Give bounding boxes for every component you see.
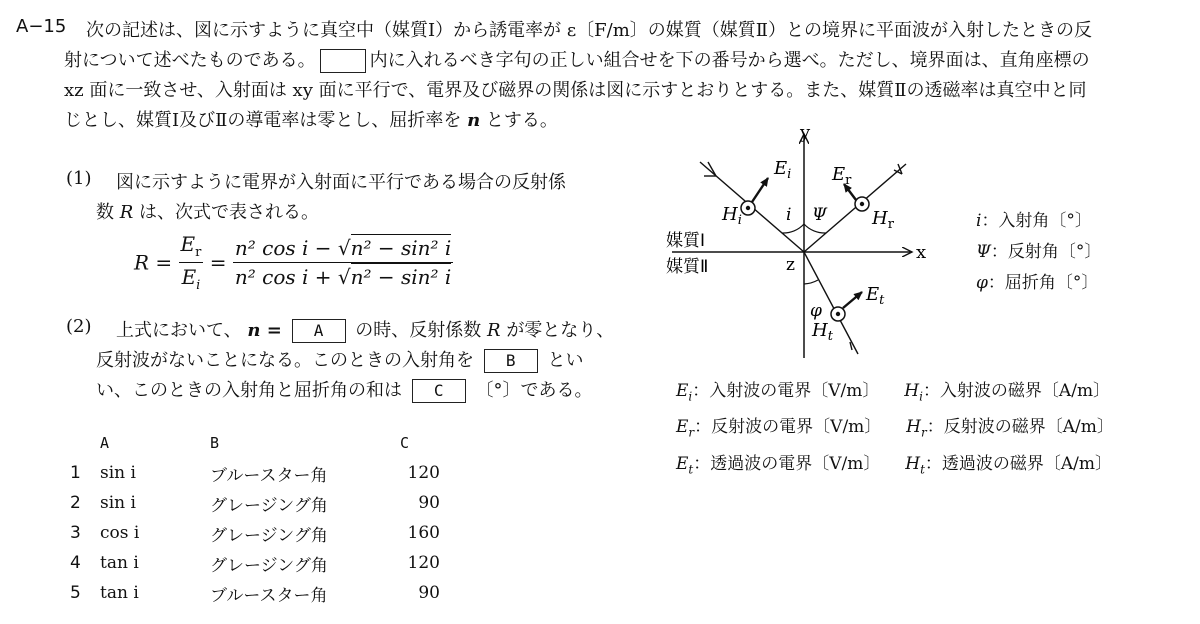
part1-line2b: は、次式で表される。 (139, 202, 320, 223)
part2-line3 (96, 376, 592, 403)
axis-x-label: x (916, 242, 927, 263)
ei-label: $E_i$ (774, 158, 792, 182)
option-number: 2 (70, 493, 81, 513)
option-number: 1 (70, 463, 81, 483)
part2-line2 (96, 346, 583, 373)
hi-label: $H_i$ (722, 204, 742, 228)
field-h-symbol: H (905, 453, 921, 474)
part1-line1: 図に示すように電界が入射面に平行である場合の反射係 (116, 172, 566, 193)
part2-symbol-R: R (487, 320, 501, 341)
ht-label: $H_t$ (812, 320, 833, 344)
angle-legend-item (976, 237, 1101, 268)
option-row (70, 548, 440, 578)
part2-line1 (116, 316, 614, 343)
option-b-value: グレージング角 (210, 525, 328, 546)
angle-arc-psi (804, 224, 826, 233)
option-number: 5 (70, 583, 81, 603)
ei-arrow-icon (752, 178, 768, 202)
field-e-sub: i (688, 389, 693, 404)
field-h-text: ：透過波の磁界〔A/m〕 (924, 453, 1113, 474)
angle-legend-symbol: φ (976, 273, 988, 293)
angle-arc-i (782, 224, 804, 233)
part2-line1a: 上式において、 (116, 320, 242, 341)
angle-legend-text: ：入射角〔°〕 (981, 211, 1092, 231)
intro-line-2b: 内に入れるべき字句の正しい組合せを下の番号から選べ。ただし、境界面は、直角座標の (369, 50, 1090, 71)
field-e-sub: t (688, 462, 694, 477)
formula-ei: E (181, 265, 197, 289)
field-h-sub: r (921, 425, 927, 440)
intro-line-4 (64, 106, 558, 132)
part1-line2 (96, 198, 319, 224)
formula-er-sub: r (195, 245, 202, 260)
angle-legend-symbol: Ψ (976, 242, 991, 262)
field-e-text: ：入射波の電界〔V/m〕 (692, 381, 880, 401)
blank-box-a: A (292, 319, 346, 343)
formula-num-b: n² − sin² i (350, 236, 452, 260)
medium-1-label: 媒質Ⅰ (666, 231, 706, 251)
field-h-text: ：入射波の磁界〔A/m〕 (922, 381, 1111, 401)
formula-er: E (180, 232, 196, 256)
symbol-R: R (119, 202, 134, 223)
part2-line2b: とい (547, 350, 584, 371)
problem-number: A−15 (16, 16, 67, 37)
options-header-a: A (100, 434, 110, 452)
intro-line-2a: 射について述べたものである。 (64, 50, 316, 71)
blank-box-b: B (484, 349, 538, 373)
option-c-value: 90 (418, 583, 440, 603)
part2-line2a: 反射波がないことになる。このときの入射角を (96, 350, 474, 371)
angle-legend-item (976, 206, 1101, 237)
angle-psi-label: Ψ (812, 205, 827, 225)
options-table (70, 428, 440, 608)
angle-legend-text: ：屈折角〔°〕 (987, 273, 1099, 293)
option-number: 4 (70, 553, 81, 573)
formula-num-a: n² cos i − (234, 236, 332, 260)
option-a-value: tan i (100, 583, 139, 603)
intro-line-4b: とする。 (485, 110, 558, 131)
angle-phi-label: φ (810, 301, 822, 321)
field-legend (676, 376, 1114, 485)
intro-line-2 (64, 46, 1090, 73)
options-header-row (70, 428, 440, 458)
origin-label: z (786, 255, 795, 275)
hr-label: $H_r$ (872, 208, 894, 232)
axis-y-label: y (800, 122, 811, 143)
formula-den-b: n² − sin² i (350, 265, 452, 289)
option-b-value: グレージング角 (210, 495, 328, 516)
reflection-formula (134, 232, 453, 293)
option-c-value: 90 (418, 493, 440, 513)
er-label: $E_r$ (832, 164, 852, 188)
et-arrow-icon (843, 292, 862, 308)
angle-legend-item (976, 268, 1101, 299)
formula-main-fraction: $\frac{\text{n² cos i − √n² − sin² i}}{\text{n² cos i + √n² − sin² i}}$ (234, 236, 452, 289)
intro-line-4a: じとし、媒質Ⅰ及びⅡの導電率は零とし、屈折率を (64, 110, 462, 131)
blank-box-c: C (412, 379, 466, 403)
field-e-sub: r (688, 425, 695, 440)
refractive-index-symbol: n (467, 110, 481, 131)
angle-legend (976, 206, 1101, 299)
field-e-symbol: E (676, 453, 689, 474)
reflection-diagram (640, 120, 940, 370)
option-a-value: sin i (100, 493, 136, 513)
field-e-symbol: E (676, 417, 689, 438)
part2-line1b: の時、反射係数 (355, 320, 482, 341)
part1-line2a: 数 (96, 202, 114, 223)
field-h-symbol: H (906, 417, 921, 438)
field-h-text: ：反射波の磁界〔A/m〕 (926, 417, 1114, 438)
field-legend-item (676, 376, 1114, 412)
option-a-value: sin i (100, 463, 136, 483)
field-legend-item (676, 449, 1114, 485)
part2-n-eq: n = (247, 320, 282, 341)
part1-label: (1) (66, 168, 92, 189)
option-b-value: ブルースター角 (210, 465, 328, 486)
option-a-value: cos i (100, 523, 140, 543)
formula-lhs: R = (134, 250, 173, 275)
part2-line3b: 〔°〕である。 (475, 380, 593, 401)
option-c-value: 120 (407, 553, 440, 573)
option-b-value: グレージング角 (210, 555, 328, 576)
field-e-symbol: E (676, 381, 689, 401)
et-label: $E_t$ (866, 284, 885, 308)
formula-field-ratio (179, 232, 204, 293)
option-row (70, 518, 440, 548)
formula-ei-sub: i (196, 278, 201, 293)
medium-2-label: 媒質Ⅱ (666, 257, 709, 277)
field-h-symbol: H (904, 381, 920, 401)
part2-line1c: が零となり、 (506, 320, 615, 341)
angle-legend-text: ：反射角〔°〕 (990, 242, 1102, 262)
field-e-text: ：反射波の電界〔V/m〕 (694, 417, 882, 438)
formula-den-a: n² cos i + (234, 265, 332, 289)
option-row (70, 578, 440, 608)
option-a-value: tan i (100, 553, 139, 573)
field-h-sub: i (919, 389, 923, 404)
option-row (70, 488, 440, 518)
option-c-value: 120 (407, 463, 440, 483)
intro-line-1: 次の記述は、図に示すように真空中（媒質Ⅰ）から誘電率が ε〔F/m〕の媒質（媒質Ⅱ）との境界に平面波が入射したときの反 (86, 20, 1093, 41)
part2-line3a: い、このときの入射角と屈折角の和は (96, 380, 402, 401)
field-e-text: ：透過波の電界〔V/m〕 (693, 453, 881, 474)
option-c-value: 160 (407, 523, 440, 543)
angle-arc-phi (804, 280, 818, 284)
field-h-sub: t (920, 462, 925, 477)
option-number: 3 (70, 523, 81, 543)
angle-i-label: i (786, 205, 792, 225)
field-legend-item (676, 412, 1114, 448)
option-row (70, 458, 440, 488)
blank-box (320, 49, 366, 73)
formula-eq: = (209, 250, 227, 275)
part2-label: (2) (66, 316, 92, 337)
options-header-b: B (210, 434, 220, 452)
angle-legend-symbol: i (976, 211, 982, 231)
options-header-c: C (400, 434, 410, 452)
intro-line-3: xz 面に一致させ、入射面は xy 面に平行で、電界及び磁界の関係は図に示すとおりとする。また、媒質Ⅱの透磁率は真空中と同 (64, 80, 1087, 101)
option-b-value: ブルースター角 (210, 585, 328, 606)
